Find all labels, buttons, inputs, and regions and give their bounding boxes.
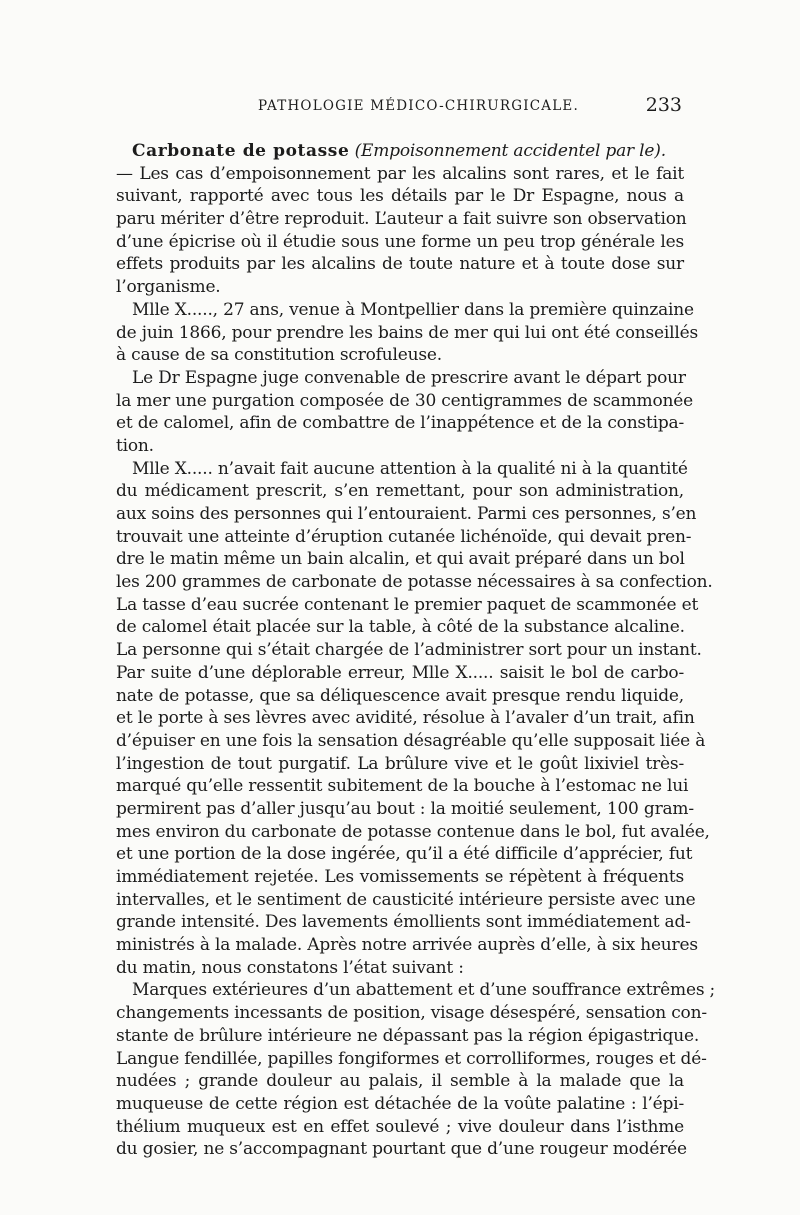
text-line: nudées ; grande douleur au palais, il semble à la malade que la — [116, 1071, 684, 1092]
text-line: du gosier, ne s’accompagnant pourtant que d’une rougeur modérée — [116, 1139, 687, 1160]
text-line: thélium muqueux est en effet soulevé ; vive douleur dans l’isthme — [116, 1116, 684, 1137]
text-line: l’organisme. — [116, 277, 221, 298]
text-line: ministrés à la malade. Après notre arrivée auprès d’elle, à six heures — [116, 935, 698, 956]
text-line: La personne qui s’était chargée de l’administrer sort pour un instant. — [116, 640, 702, 661]
text-line: de juin 1866, pour prendre les bains de mer qui lui ont été conseillés — [116, 322, 698, 343]
text-line: intervalles, et le sentiment de causticité intérieure persiste avec une — [116, 889, 696, 910]
text-line: la mer une purgation composée de 30 centigrammes de scammonée — [116, 390, 693, 411]
text-line: mes environ du carbonate de potasse contenue dans le bol, fut avalée, — [116, 821, 710, 842]
text-line: effets produits par les alcalins de toute nature et à toute dose sur — [116, 254, 684, 275]
heading-italic: (Empoisonnement accidentel par le). — [354, 141, 666, 161]
running-title: PATHOLOGIE MÉDICO-CHIRURGICALE. — [258, 98, 579, 114]
text-line: dre le matin même un bain alcalin, et qui avait préparé dans un bol — [116, 549, 685, 570]
text-line: La tasse d’eau sucrée contenant le premier paquet de scammonée et — [116, 594, 699, 615]
text-line: changements incessants de position, visage désespéré, sensation con- — [116, 1003, 707, 1024]
text-line: trouvait une atteinte d’éruption cutanée lichénoïde, qui devait pren- — [116, 526, 692, 547]
text-line: et de calomel, afin de combattre de l’inappétence et de la constipa- — [116, 413, 684, 434]
text-line: suivant, rapporté avec tous les détails par le Dr Espagne, nous a — [116, 186, 684, 207]
text-line: — Les cas d’empoisonnement par les alcalins sont rares, et le fait — [116, 163, 684, 184]
page-number: 233 — [645, 94, 682, 116]
text-line: Langue fendillée, papilles fongiformes et corrolliformes, rouges et dé- — [116, 1048, 707, 1069]
text-line: l’ingestion de tout purgatif. La brûlure vive et le goût lixiviel très- — [116, 753, 684, 774]
text-line: les 200 grammes de carbonate de potasse nécessaires à sa confection. — [116, 572, 713, 593]
text-line: Le Dr Espagne juge convenable de prescrire avant le départ pour — [132, 367, 686, 388]
text-line: Marques extérieures d’un abattement et d’une souffrance extrêmes ; — [132, 980, 716, 1001]
text-line: d’une épicrise où il étudie sous une forme un peu trop générale les — [116, 231, 684, 252]
text-line: et une portion de la dose ingérée, qu’il a été difficile d’apprécier, fut — [116, 844, 693, 865]
text-line: nate de potasse, que sa déliquescence avait presque rendu liquide, — [116, 685, 684, 706]
text-line: à cause de sa constitution scrofuleuse. — [116, 345, 442, 366]
text-line: aux soins des personnes qui l’entouraient. Parmi ces personnes, s’en — [116, 504, 697, 524]
text-line: grande intensité. Des lavements émollients sont immédiatement ad- — [116, 912, 691, 933]
text-line: de calomel était placée sur la table, à côté de la substance alcaline. — [116, 617, 685, 638]
text-line: marqué qu’elle ressentit subitement de la bouche à l’estomac ne lui — [116, 776, 689, 797]
article-body — [116, 140, 716, 1161]
text-line: immédiatement rejetée. Les vomissements se répètent à fréquents — [116, 867, 684, 887]
text-line: du matin, nous constatons l’état suivant : — [116, 957, 464, 978]
running-head — [118, 94, 682, 118]
text-line: et le porte à ses lèvres avec avidité, résolue à l’avaler d’un trait, afin — [116, 708, 695, 729]
text-line: du médicament prescrit, s’en remettant, pour son administration, — [116, 481, 684, 502]
text-line: Par suite d’une déplorable erreur, Mlle X..... saisit le bol de carbo- — [116, 662, 684, 683]
text-line: permirent pas d’aller jusqu’au bout : la moitié seulement, 100 gram- — [116, 798, 694, 819]
text-line: Mlle X....., 27 ans, venue à Montpellier dans la première quinzaine — [132, 299, 694, 320]
text-line: stante de brûlure intérieure ne dépassant pas la région épigastrique. — [116, 1025, 700, 1046]
text-lines — [116, 163, 716, 1161]
article-heading — [116, 140, 684, 163]
text-line: muqueuse de cette région est détachée de la voûte palatine : l’épi- — [116, 1093, 684, 1114]
text-line: Mlle X..... n’avait fait aucune attention à la qualité ni à la quantité — [132, 458, 688, 479]
text-line: tion. — [116, 435, 154, 456]
text-line: paru mériter d’être reproduit. L’auteur a fait suivre son observation — [116, 209, 687, 230]
heading-bold: Carbonate de potasse — [132, 141, 350, 161]
text-line: d’épuiser en une fois la sensation désagréable qu’elle supposait liée à — [116, 730, 706, 751]
